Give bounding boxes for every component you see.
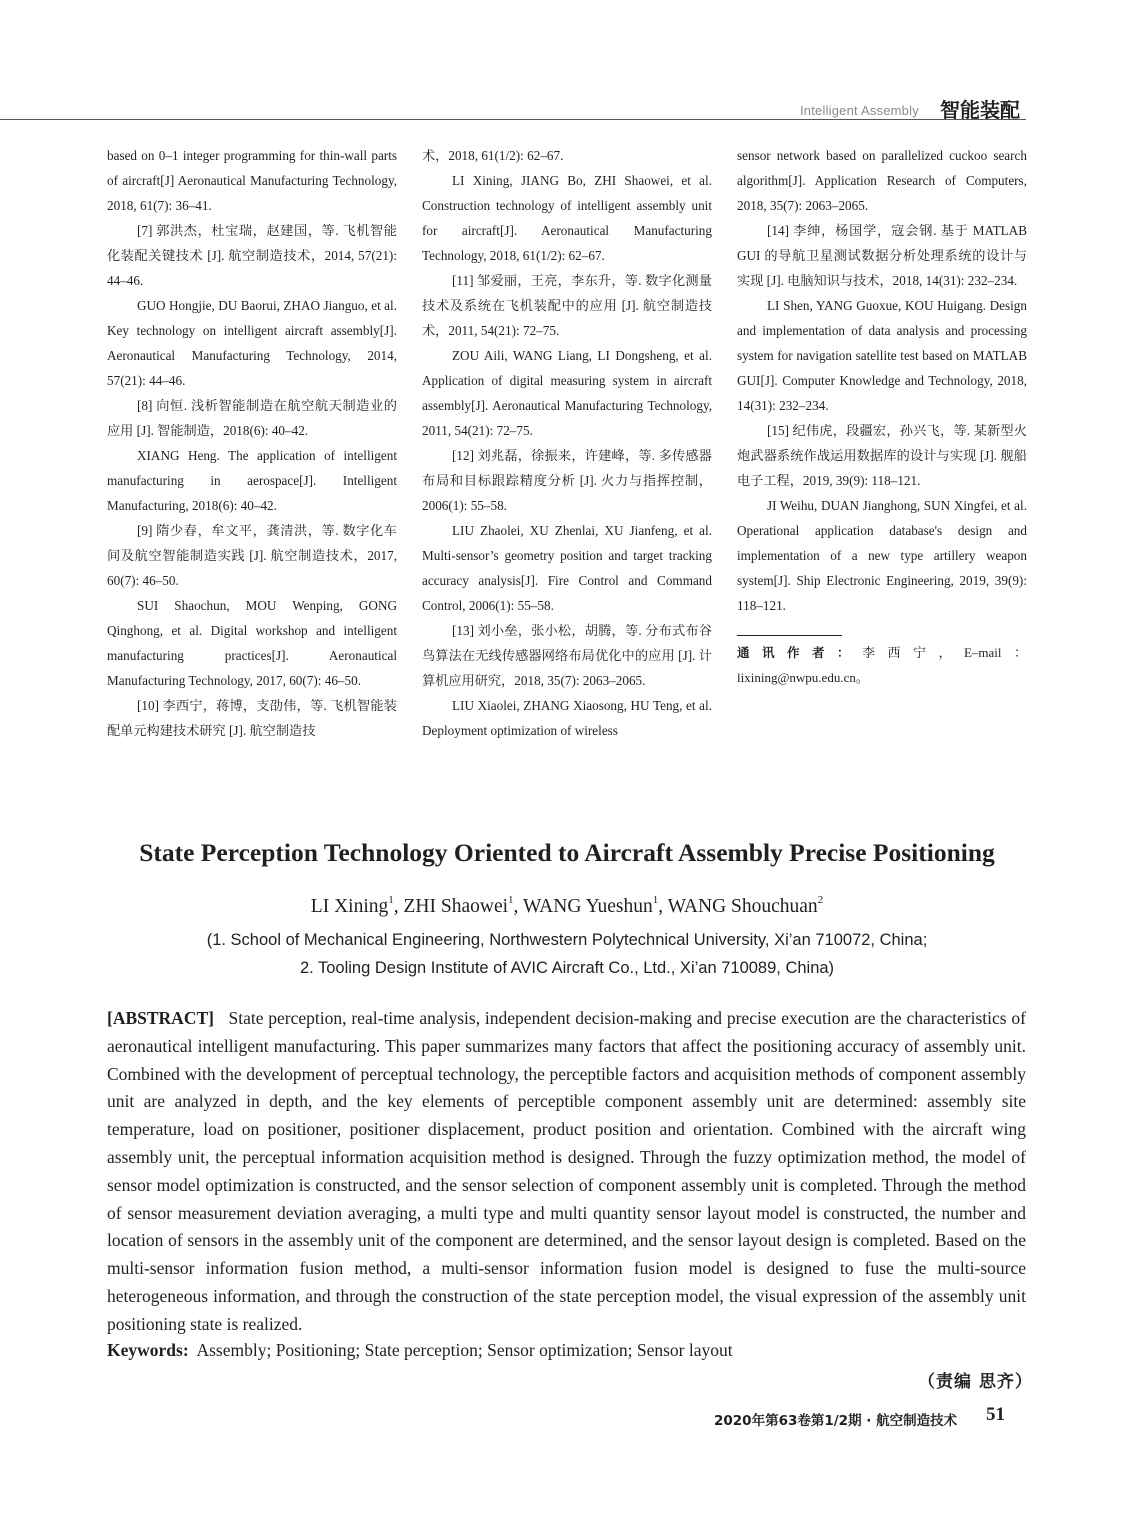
author-affiliation-mark: 1 xyxy=(388,894,394,906)
affiliation-2: 2. Tooling Design Institute of AVIC Aircraft Co., Ltd., Xi’an 710089, China) xyxy=(299,959,835,977)
abstract-label: [ABSTRACT] xyxy=(107,1008,214,1028)
references-column-3 xyxy=(737,143,1027,690)
corresponding-author-label: 通讯作者： xyxy=(737,645,862,660)
reference-entry: [15] 纪伟虎，段疆宏，孙兴飞，等. 某新型火炮武器系统作战运用数据库的设计与实现 [J]. 舰船电子工程，2019, 39(9): 118–121. xyxy=(737,423,1027,488)
abstract xyxy=(107,1005,1026,1339)
reference-entry: [11] 邹爱丽，王亮，李东升，等. 数字化测量技术及系统在飞机装配中的应用 [J]. 航空制造技术，2011, 54(21): 72–75. xyxy=(422,273,712,338)
reference-entry: [13] 刘小垒，张小松，胡腾，等. 分布式布谷鸟算法在无线传感器网络布局优化中的应用 [J]. 计算机应用研究，2018, 35(7): 2063–2065. xyxy=(422,623,712,688)
author-separator: , xyxy=(393,896,404,917)
author-name: ZHI Shaowei xyxy=(403,896,509,917)
reference-entry: [8] 向恒. 浅析智能制造在航空航天制造业的应用 [J]. 智能制造，2018(6): 40–42. xyxy=(107,398,397,438)
editor-note: （责编 思齐） xyxy=(918,1372,1033,1392)
reference-entry: 术，2018, 61(1/2): 62–67. xyxy=(422,148,564,163)
reference-entry: based on 0–1 integer programming for thin-wall parts of aircraft[J] Aeronautical Manufacturing Technology, 2018, 61(7): 36–41. xyxy=(107,148,397,213)
header-divider xyxy=(0,119,1026,120)
reference-entry: [10] 李西宁，蒋博，支劭伟，等. 飞机智能装配单元构建技术研究 [J]. 航空制造技 xyxy=(107,698,397,738)
corresponding-author xyxy=(737,640,1027,690)
reference-entry: [7] 郭洪杰，杜宝瑞，赵建国，等. 飞机智能化装配关键技术 [J]. 航空制造技术，2014, 57(21): 44–46. xyxy=(107,223,397,288)
reference-entry: LI Xining, JIANG Bo, ZHI Shaowei, et al. Construction technology of intelligent assembly unit for aircraft[J]. Aeronautical Manufacturing Technology, 2018, 61(1/2): 62–67. xyxy=(422,173,712,263)
keywords xyxy=(107,1340,733,1361)
author-name: LI Xining xyxy=(310,896,389,917)
contact-divider xyxy=(737,635,842,636)
references-column-2 xyxy=(422,143,712,743)
running-header-english: Intelligent Assembly xyxy=(800,103,919,118)
author-name: WANG Yueshun xyxy=(522,896,653,917)
reference-entry: LIU Xiaolei, ZHANG Xiaosong, HU Teng, et al. Deployment optimization of wireless xyxy=(422,698,712,738)
reference-entry: GUO Hongjie, DU Baorui, ZHAO Jianguo, et al. Key technology on intelligent aircraft assembly[J]. Aeronautical Manufacturing Technology, 2014, 57(21): 44–46. xyxy=(107,298,397,388)
journal-footer: 2020年第63卷第1/2期 · 航空制造技术 xyxy=(714,1413,958,1429)
corresponding-author-text: 李西宁，E–mail：lixining@nwpu.edu.cn。 xyxy=(737,645,1027,685)
references-column-1 xyxy=(107,143,397,743)
author-affiliation-mark: 1 xyxy=(652,894,659,906)
reference-entry: XIANG Heng. The application of intelligent manufacturing in aerospace[J]. Intelligent Manufacturing, 2018(6): 40–42. xyxy=(107,448,397,513)
reference-entry: LI Shen, YANG Guoxue, KOU Huigang. Design and implementation of data analysis and processing system for navigation satellite test based on MATLAB GUI[J]. Computer Knowledge and Technology, 2018, 14(31): 232–234. xyxy=(737,298,1027,413)
author-affiliation-mark: 1 xyxy=(508,894,514,906)
reference-entry: [14] 李绅，杨国学，寇会钢. 基于 MATLAB GUI 的导航卫星测试数据分析处理系统的设计与实现 [J]. 电脑知识与技术，2018, 14(31): 232–234. xyxy=(737,223,1027,288)
reference-entry: LIU Zhaolei, XU Zhenlai, XU Jianfeng, et al. Multi-sensor’s geometry position and target tracking accuracy analysis[J]. Fire Control and Command Control, 2006(1): 55–58. xyxy=(422,523,712,613)
keywords-label: Keywords: xyxy=(107,1340,189,1360)
running-header-chinese: 智能装配 xyxy=(940,98,1020,122)
abstract-text: State perception, real-time analysis, independent decision-making and precise execution are the characteristics of aeronautical intelligent manufacturing. This paper summarizes many factors that affect the positioning accuracy of assembly unit. Combined with the development of perceptual technology, the perceptible factors and acquisition methods of component assembly unit are analyzed in depth, and the key elements of perceptible component assembly unit are determined: assembly site temperature, load on positioner, positioner displacement, product position and orientation. Combined with the aircraft wing assembly unit, the perceptual information acquisition method is designed. Through the fuzzy optimization method, the model of sensor model optimization is constructed, and the sensor selection of component assembly unit is completed. Through the method of sensor measurement deviation averaging, a multi type and multi quantity sensor layout model is constructed, the number and location of sensors in the assembly unit of the component are determined, and the sensor layout design is completed. Based on the multi-sensor information fusion method, a multi-sensor information fusion model is designed to fuse the multi-source heterogeneous information, and through the construction of the state perception model, the visual expression of the assembly unit positioning state is realized. xyxy=(107,1008,1026,1334)
author-affiliation-mark: 2 xyxy=(817,894,824,906)
keywords-text: Assembly; Positioning; State perception; Sensor optimization; Sensor layout xyxy=(196,1340,733,1360)
paper-title: State Perception Technology Oriented to Aircraft Assembly Precise Positioning xyxy=(139,838,995,867)
page-number: 51 xyxy=(986,1404,1005,1425)
reference-entry: ZOU Aili, WANG Liang, LI Dongsheng, et al. Application of digital measuring system in aircraft assembly[J]. Aeronautical Manufacturing Technology, 2011, 54(21): 72–75. xyxy=(422,348,712,438)
reference-entry: SUI Shaochun, MOU Wenping, GONG Qinghong, et al. Digital workshop and intelligent manufacturing practices[J]. Aeronautical Manufacturing Technology, 2017, 60(7): 46–50. xyxy=(107,598,397,688)
author-list xyxy=(0,896,1134,918)
reference-entry: sensor network based on parallelized cuckoo search algorithm[J]. Application Research of Computers, 2018, 35(7): 2063–2065. xyxy=(737,148,1027,213)
author-name: WANG Shouchuan xyxy=(667,896,818,917)
reference-entry: [12] 刘兆磊，徐振来，许建峰，等. 多传感器布局和目标跟踪精度分析 [J]. 火力与指挥控制，2006(1): 55–58. xyxy=(422,448,712,513)
author-separator: , xyxy=(658,896,668,917)
reference-entry: JI Weihu, DUAN Jianghong, SUN Xingfei, et al. Operational application database's design and implementation of a new type artillery weapon system[J]. Ship Electronic Engineering, 2019, 39(9): 118–121. xyxy=(737,498,1027,613)
references-column-3-list xyxy=(737,143,1027,618)
affiliation-1: (1. School of Mechanical Engineering, Northwestern Polytechnical University, Xi’an 710072, China; xyxy=(206,931,928,949)
reference-entry: [9] 隋少春，牟文平，龚清洪，等. 数字化车间及航空智能制造实践 [J]. 航空制造技术，2017, 60(7): 46–50. xyxy=(107,523,397,588)
author-separator: , xyxy=(513,896,523,917)
